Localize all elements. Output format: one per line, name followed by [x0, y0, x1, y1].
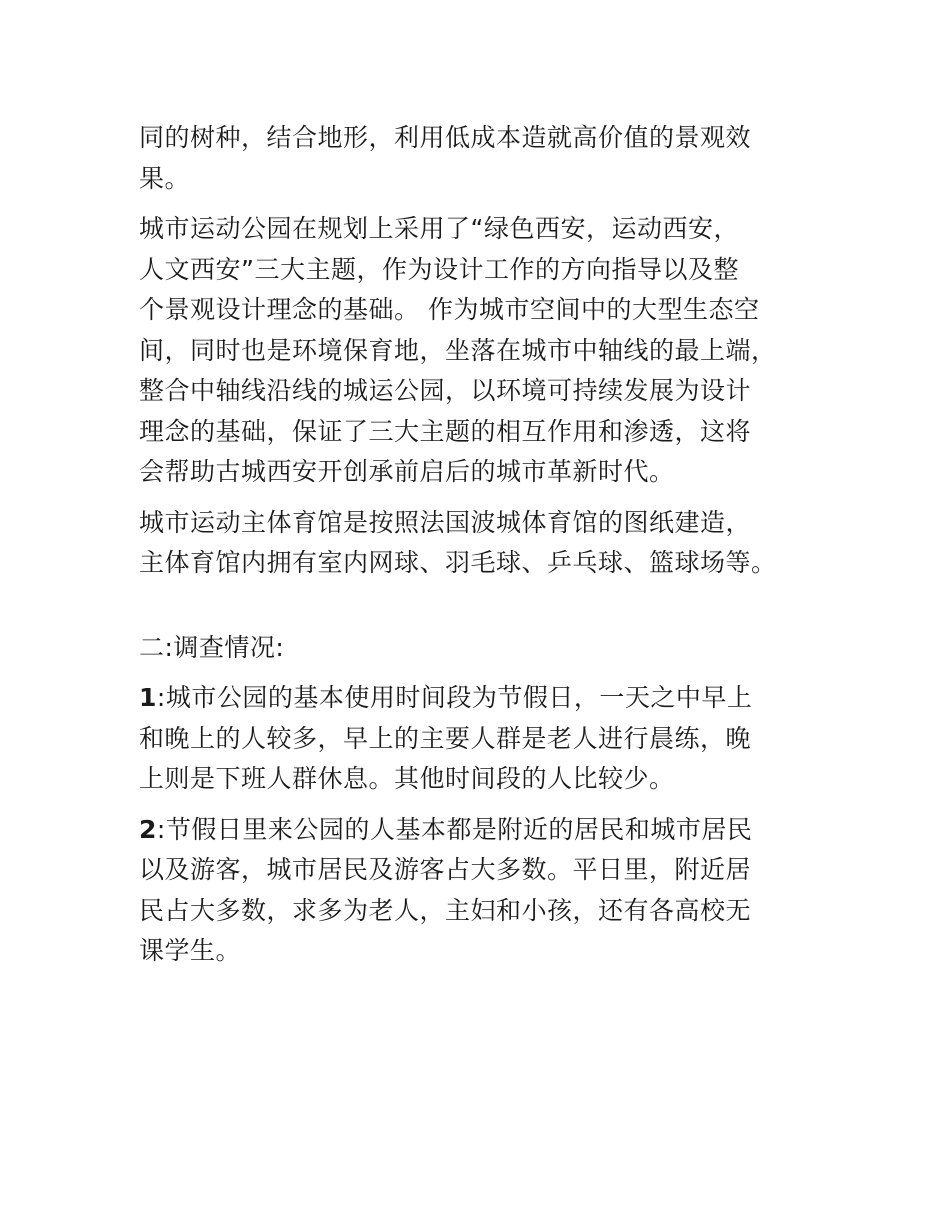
- section-gap: [139, 584, 819, 628]
- document-page: [139, 118, 819, 972]
- text-line: 上则是下班人群休息。其他时间段的人比较少。: [139, 764, 675, 793]
- paragraph-gap: [139, 800, 819, 810]
- text-line: 果。: [139, 163, 191, 193]
- text-line: 民占大多数，求多为老人，主妇和小孩，还有各高校无: [139, 895, 752, 925]
- text-line: 会帮助古城西安开创承前启后的城市革新时代。: [139, 457, 675, 486]
- paragraph-park-themes: [139, 209, 819, 493]
- paragraph-gap: [139, 668, 819, 678]
- text-line: 主体育馆内拥有室内网球、羽毛球、乒乓球、篮球场等。: [139, 548, 777, 577]
- text-line: 人文西安”三大主题，作为设计工作的方向指导以及整: [139, 254, 739, 284]
- text-line: 和晚上的人较多，早上的主要人群是老人进行晨练，晚: [139, 723, 752, 753]
- text-line: [139, 810, 819, 851]
- text-line: 同的树种，结合地形，利用低成本造就高价值的景观效: [139, 123, 752, 152]
- item-text: :城市公园的基本使用时间段为节假日，一天之中早上: [156, 683, 753, 712]
- item-number: 2: [139, 814, 157, 844]
- text-line: 个景观设计理念的基础。 作为城市空间中的大型生态空: [139, 295, 760, 324]
- item-text: :节假日里来公园的人基本都是附近的居民和城市居民: [156, 814, 753, 844]
- paragraph-tree-species: [139, 118, 819, 199]
- section-heading-text: 二:调查情况:: [139, 632, 285, 662]
- text-line: 城市运动公园在规划上采用了“绿色西安，运动西安，: [139, 214, 739, 243]
- text-line: [139, 678, 819, 719]
- survey-item-2: [139, 810, 819, 972]
- paragraph-gymnasium: [139, 503, 819, 584]
- paragraph-gap: [139, 493, 819, 503]
- paragraph-gap: [139, 199, 819, 209]
- text-line: 理念的基础，保证了三大主题的相互作用和渗透，这将: [139, 416, 752, 446]
- text-line: 整合中轴线沿线的城运公园，以环境可持续发展为设计: [139, 376, 752, 405]
- survey-item-1: [139, 678, 819, 800]
- item-number: 1: [139, 683, 157, 712]
- section-heading: [139, 628, 819, 669]
- text-line: 间，同时也是环境保育地，坐落在城市中轴线的最上端，: [139, 335, 777, 365]
- text-line: 课学生。: [139, 936, 242, 965]
- text-line: 以及游客，城市居民及游客占大多数。平日里，附近居: [139, 855, 752, 884]
- text-line: 城市运动主体育馆是按照法国波城体育馆的图纸建造，: [139, 507, 752, 537]
